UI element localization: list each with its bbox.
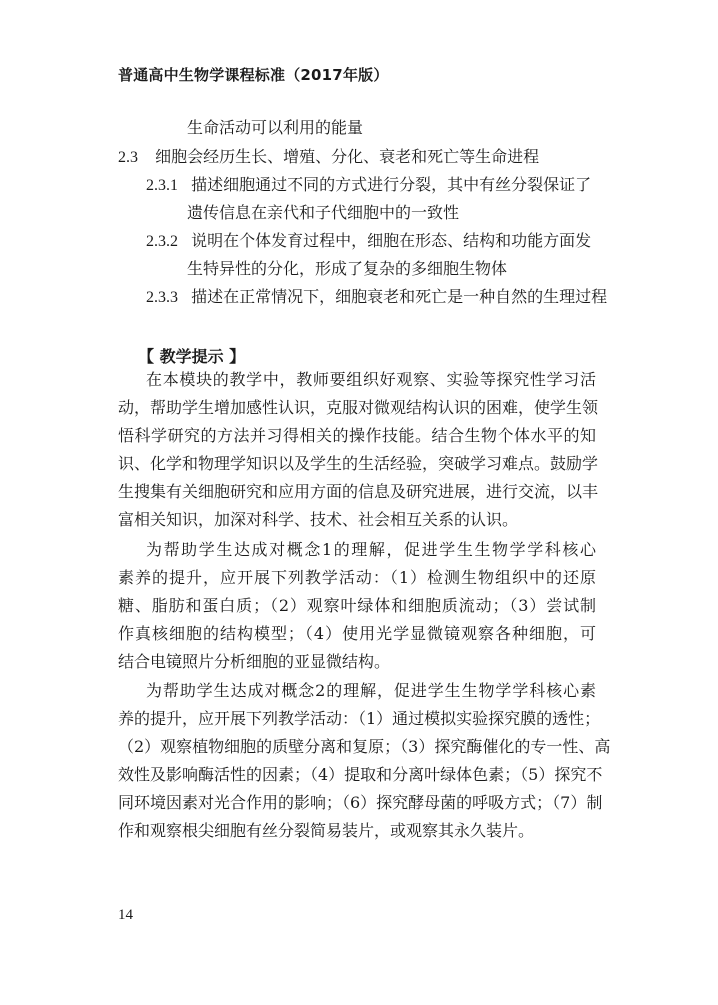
paragraph-line: 为帮助学生达成对概念2的理解，促进学生生物学学科核心素 — [146, 681, 596, 700]
item-2-3-3-line-1 — [146, 287, 607, 308]
paragraph-line: 作真核细胞的结构模型；（4）使用光学显微镜观察各种细胞，可 — [118, 624, 596, 643]
section-text: 细胞会经历生长、增殖、分化、衰老和死亡等生命进程 — [155, 147, 540, 166]
paragraph-line: 为帮助学生达成对概念1的理解，促进学生生物学学科核心 — [146, 540, 596, 559]
paragraph-line: 动，帮助学生增加感性认识，克服对微观结构认识的困难，使学生领 — [118, 398, 599, 417]
paragraph-line: 识、化学和物理学知识以及学生的生活经验，突破学习难点。鼓励学 — [118, 454, 599, 473]
page-number: 14 — [118, 907, 133, 923]
item-2-3-2-line-1 — [146, 231, 591, 252]
paragraph-line: 养的提升，应开展下列教学活动：（1）通过模拟实验探究膜的透性； — [118, 709, 601, 728]
item-text: 描述在正常情况下，细胞衰老和死亡是一种自然的生理过程 — [191, 287, 608, 306]
item-number: 2.3.2 — [146, 233, 178, 250]
paragraph-line: 素养的提升，应开展下列教学活动：（1）检测生物组织中的还原 — [118, 568, 596, 587]
paragraph-line: 在本模块的教学中，教师要组织好观察、实验等探究性学习活 — [146, 370, 596, 389]
paragraph-line: 糖、脂肪和蛋白质；（2）观察叶绿体和细胞质流动；（3）尝试制 — [118, 596, 596, 615]
section-2-3-heading — [118, 147, 539, 168]
paragraph-line: 富相关知识，加深对科学、技术、社会相互关系的认识。 — [118, 510, 519, 529]
paragraph-line: 效性及影响酶活性的因素；（4）提取和分离叶绿体色素；（5）探究不 — [118, 765, 603, 784]
item-text: 说明在个体发育过程中，细胞在形态、结构和功能方面发 — [191, 231, 592, 250]
paragraph-line: 生搜集有关细胞研究和应用方面的信息及研究进展，进行交流，以丰 — [118, 482, 599, 501]
item-text: 描述细胞通过不同的方式进行分裂，其中有丝分裂保证了 — [191, 175, 592, 194]
item-number: 2.3.1 — [146, 177, 178, 194]
section-number: 2.3 — [118, 149, 138, 166]
paragraph-line: （2）观察植物细胞的质壁分离和复原；（3）探究酶催化的专一性、高 — [118, 737, 611, 756]
item-2-3-1-line-2: 遗传信息在亲代和子代细胞中的一致性 — [187, 203, 460, 222]
item-number: 2.3.3 — [146, 289, 178, 306]
paragraph-line: 同环境因素对光合作用的影响；（6）探究酵母菌的呼吸方式；（7）制 — [118, 793, 603, 812]
item-2-3-2-line-2: 生特异性的分化，形成了复杂的多细胞生物体 — [187, 259, 508, 278]
teaching-tips-heading: 【 教学提示 】 — [138, 347, 246, 366]
paragraph-line: 结合电镜照片分析细胞的亚显微结构。 — [118, 652, 391, 671]
outline-continuation-line: 生命活动可以利用的能量 — [187, 118, 364, 137]
paragraph-line: 悟科学研究的方法并习得相关的操作技能。结合生物个体水平的知 — [118, 426, 596, 445]
paragraph-line: 作和观察根尖细胞有丝分裂简易装片，或观察其永久装片。 — [118, 821, 535, 840]
item-2-3-1-line-1 — [146, 175, 591, 196]
running-header: 普通高中生物学课程标准（2017年版） — [118, 66, 389, 84]
